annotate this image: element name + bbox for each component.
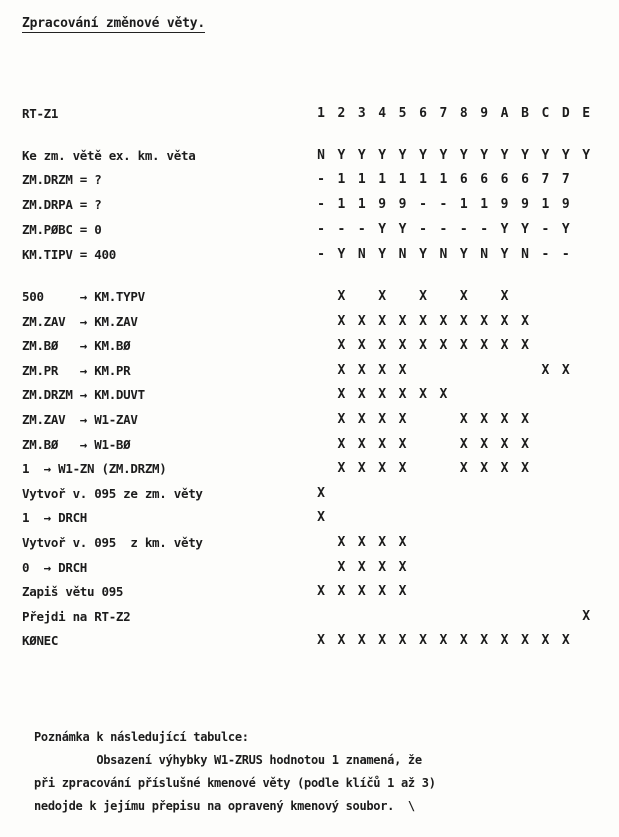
table-cell: X xyxy=(500,412,509,427)
table-cell: X xyxy=(439,338,448,354)
note-heading: Poznámka k následující tabulce: xyxy=(34,730,249,744)
table-cell: X xyxy=(398,412,407,427)
table-cell: X xyxy=(357,461,366,477)
table-cell: X xyxy=(378,412,387,427)
table-cell: X xyxy=(357,313,366,329)
table-cell: Y xyxy=(398,222,407,237)
table-cell: X xyxy=(419,338,427,354)
table-cell: 4 xyxy=(378,106,387,121)
row-label: Ke zm. větě ex. km. věta xyxy=(22,148,196,163)
table-cell: X xyxy=(439,313,448,329)
table-cell: 6 xyxy=(521,172,529,187)
table-cell: - xyxy=(419,222,427,237)
table-cell: X xyxy=(500,289,509,304)
table-cell: N xyxy=(480,247,489,262)
row-label: Vytvoř v. 095 z km. věty xyxy=(22,535,203,550)
action-row xyxy=(0,412,619,432)
table-cell: X xyxy=(521,633,529,649)
row-label: ZM.ZAV → KM.ZAV xyxy=(22,313,138,329)
table-cell: X xyxy=(337,313,346,329)
condition-row xyxy=(0,222,619,242)
action-row xyxy=(0,510,619,530)
table-cell: X xyxy=(480,412,489,427)
table-cell: - xyxy=(419,197,427,212)
table-cell: X xyxy=(521,313,529,329)
note-line: při zpracování příslušné kmenové věty (podle klíčů 1 až 3) xyxy=(34,776,436,790)
row-label: ZM.BØ → KM.BØ xyxy=(22,338,131,354)
table-cell: X xyxy=(480,461,489,477)
table-cell: X xyxy=(398,338,407,354)
table-cell: X xyxy=(337,461,346,477)
table-cell: X xyxy=(541,362,550,378)
table-cell: 8 xyxy=(459,106,468,121)
table-cell: Y xyxy=(398,148,407,163)
table-cell: X xyxy=(459,289,468,304)
row-label: KØNEC xyxy=(22,633,59,649)
row-label: 1 → DRCH xyxy=(22,510,88,526)
table-cell: Y xyxy=(357,148,366,163)
table-cell: N xyxy=(521,247,529,262)
table-cell: 1 xyxy=(419,172,427,187)
table-cell: X xyxy=(337,633,346,649)
action-row xyxy=(0,633,619,653)
action-row xyxy=(0,560,619,580)
table-cell: Y xyxy=(521,148,529,163)
table-cell: X xyxy=(378,313,387,329)
row-label: KM.TIPV = 400 xyxy=(22,247,116,262)
table-cell: Y xyxy=(459,247,468,262)
table-cell: X xyxy=(357,387,366,403)
table-cell: 1 xyxy=(317,106,325,121)
table-cell: X xyxy=(459,461,468,477)
row-label: 1 → W1-ZN (ZM.DRZM) xyxy=(22,461,167,477)
table-cell: Y xyxy=(439,148,448,163)
table-header-row xyxy=(0,106,619,126)
row-label: ZM.PØBC = 0 xyxy=(22,222,102,237)
table-cell: X xyxy=(419,289,427,304)
table-cell: 1 xyxy=(357,172,366,187)
table-cell: X xyxy=(419,387,427,403)
table-cell: 1 xyxy=(459,197,468,212)
row-label: RT-Z1 xyxy=(22,106,59,121)
table-cell: B xyxy=(521,106,529,121)
table-cell: Y xyxy=(337,148,346,163)
table-cell: X xyxy=(521,461,529,477)
table-cell: X xyxy=(521,338,529,354)
table-cell: 9 xyxy=(500,197,509,212)
table-cell: X xyxy=(337,436,346,452)
action-row xyxy=(0,363,619,383)
table-cell: 9 xyxy=(561,197,570,212)
row-label: Přejdi na RT-Z2 xyxy=(22,608,131,624)
table-cell: - xyxy=(439,197,448,212)
table-cell: Y xyxy=(500,148,509,163)
table-cell: X xyxy=(378,436,387,452)
note-block xyxy=(34,726,614,818)
table-cell: 1 xyxy=(439,172,448,187)
table-cell: X xyxy=(439,633,448,649)
table-cell: X xyxy=(500,436,509,452)
table-cell: 6 xyxy=(480,172,489,187)
table-cell: X xyxy=(378,387,387,403)
table-cell: X xyxy=(398,461,407,477)
action-row xyxy=(0,584,619,604)
table-cell: X xyxy=(521,436,529,452)
table-cell: X xyxy=(480,338,489,354)
table-cell: X xyxy=(378,535,387,550)
table-cell: X xyxy=(337,412,346,427)
table-cell: - xyxy=(561,247,570,262)
condition-row xyxy=(0,172,619,192)
condition-row xyxy=(0,197,619,217)
table-cell: 2 xyxy=(337,106,346,121)
table-cell: 1 xyxy=(398,172,407,187)
table-cell: 6 xyxy=(500,172,509,187)
table-cell: 1 xyxy=(337,172,346,187)
table-cell: 7 xyxy=(439,106,448,121)
action-row xyxy=(0,387,619,407)
table-cell: X xyxy=(480,436,489,452)
table-cell: X xyxy=(357,633,366,649)
table-cell: Y xyxy=(500,222,509,237)
table-cell: X xyxy=(582,608,591,624)
table-cell: X xyxy=(378,461,387,477)
row-label: Vytvoř v. 095 ze zm. věty xyxy=(22,485,203,501)
table-cell: X xyxy=(459,436,468,452)
table-cell: X xyxy=(357,535,366,550)
table-cell: 3 xyxy=(357,106,366,121)
table-cell: Y xyxy=(561,148,570,163)
table-cell: N xyxy=(357,247,366,262)
table-cell: X xyxy=(561,362,570,378)
table-cell: X xyxy=(378,584,387,600)
action-row xyxy=(0,314,619,334)
table-cell: X xyxy=(357,362,366,378)
action-row xyxy=(0,338,619,358)
table-cell: - xyxy=(317,172,325,187)
action-row xyxy=(0,535,619,555)
table-cell: X xyxy=(541,633,550,649)
table-cell: X xyxy=(439,387,448,403)
condition-row xyxy=(0,247,619,267)
table-cell: 6 xyxy=(419,106,427,121)
table-cell: X xyxy=(398,387,407,403)
row-label: ZM.BØ → W1-BØ xyxy=(22,436,131,452)
table-cell: X xyxy=(459,633,468,649)
table-cell: X xyxy=(500,633,509,649)
table-cell: X xyxy=(317,510,325,526)
table-cell: X xyxy=(398,559,407,575)
table-cell: X xyxy=(337,535,346,550)
action-row xyxy=(0,289,619,309)
table-cell: Y xyxy=(419,148,427,163)
table-cell: X xyxy=(317,584,325,600)
table-cell: X xyxy=(398,313,407,329)
table-cell: X xyxy=(419,633,427,649)
table-cell: 7 xyxy=(561,172,570,187)
row-label: ZM.PR → KM.PR xyxy=(22,362,131,378)
table-cell: 1 xyxy=(357,197,366,212)
action-row xyxy=(0,437,619,457)
table-cell: X xyxy=(500,313,509,329)
table-cell: Y xyxy=(378,222,387,237)
table-cell: X xyxy=(317,485,325,501)
table-cell: X xyxy=(398,535,407,550)
action-row xyxy=(0,486,619,506)
table-cell: - xyxy=(317,222,325,237)
row-label: 0 → DRCH xyxy=(22,559,88,575)
table-cell: X xyxy=(357,412,366,427)
condition-row xyxy=(0,148,619,168)
table-cell: X xyxy=(459,313,468,329)
note-line: Obsazení výhybky W1-ZRUS hodnotou 1 znamená, že xyxy=(34,753,422,767)
table-cell: Y xyxy=(378,247,387,262)
table-cell: X xyxy=(357,338,366,354)
table-cell: X xyxy=(357,559,366,575)
action-row xyxy=(0,609,619,629)
table-cell: X xyxy=(500,338,509,354)
table-cell: X xyxy=(337,584,346,600)
table-cell: Y xyxy=(541,148,550,163)
table-cell: X xyxy=(398,362,407,378)
row-label: ZM.DRZM = ? xyxy=(22,172,102,187)
page-title: Zpracování změnové věty. xyxy=(22,16,206,31)
table-cell: X xyxy=(337,559,346,575)
table-cell: X xyxy=(378,362,387,378)
table-cell: - xyxy=(317,247,325,262)
table-cell: 9 xyxy=(480,106,489,121)
table-cell: X xyxy=(378,289,387,304)
table-cell: Y xyxy=(419,247,427,262)
table-cell: 1 xyxy=(480,197,489,212)
table-cell: Y xyxy=(459,148,468,163)
note-line: nedojde k jejímu přepisu na opravený kmenový soubor. \ xyxy=(34,799,415,813)
table-cell: X xyxy=(337,362,346,378)
table-cell: X xyxy=(337,289,346,304)
table-cell: - xyxy=(439,222,448,237)
row-label: Zapiš větu 095 xyxy=(22,584,124,600)
table-cell: X xyxy=(480,313,489,329)
table-cell: X xyxy=(378,338,387,354)
table-cell: Y xyxy=(378,148,387,163)
table-cell: - xyxy=(317,197,325,212)
table-cell: X xyxy=(561,633,570,649)
table-cell: X xyxy=(500,461,509,477)
table-cell: Y xyxy=(480,148,489,163)
table-cell: Y xyxy=(582,148,591,163)
table-cell: X xyxy=(317,633,325,649)
table-cell: X xyxy=(378,559,387,575)
table-cell: 1 xyxy=(378,172,387,187)
table-cell: N xyxy=(439,247,448,262)
table-cell: 1 xyxy=(337,197,346,212)
table-cell: - xyxy=(357,222,366,237)
table-cell: X xyxy=(337,338,346,354)
table-cell: Y xyxy=(500,247,509,262)
row-label: 500 → KM.TYPV xyxy=(22,289,145,304)
table-cell: D xyxy=(561,106,570,121)
table-cell: 9 xyxy=(398,197,407,212)
table-cell: - xyxy=(480,222,489,237)
table-cell: 7 xyxy=(541,172,550,187)
table-cell: X xyxy=(459,338,468,354)
row-label: ZM.ZAV → W1-ZAV xyxy=(22,412,138,427)
table-cell: Y xyxy=(561,222,570,237)
table-cell: - xyxy=(541,247,550,262)
table-cell: X xyxy=(419,313,427,329)
table-cell: 9 xyxy=(378,197,387,212)
table-cell: 9 xyxy=(521,197,529,212)
table-cell: - xyxy=(541,222,550,237)
table-cell: X xyxy=(398,633,407,649)
table-cell: C xyxy=(541,106,550,121)
row-label: ZM.DRPA = ? xyxy=(22,197,102,212)
table-cell: A xyxy=(500,106,509,121)
table-cell: X xyxy=(459,412,468,427)
table-cell: X xyxy=(521,412,529,427)
table-cell: X xyxy=(398,436,407,452)
table-cell: E xyxy=(582,106,591,121)
table-cell: X xyxy=(357,584,366,600)
table-cell: N xyxy=(398,247,407,262)
table-cell: X xyxy=(398,584,407,600)
table-cell: X xyxy=(357,436,366,452)
row-label: ZM.DRZM → KM.DUVT xyxy=(22,387,145,403)
table-cell: - xyxy=(459,222,468,237)
table-cell: 5 xyxy=(398,106,407,121)
table-cell: 6 xyxy=(459,172,468,187)
table-cell: Y xyxy=(521,222,529,237)
table-cell: Y xyxy=(337,247,346,262)
action-row xyxy=(0,461,619,481)
table-cell: X xyxy=(337,387,346,403)
table-cell: X xyxy=(378,633,387,649)
table-cell: - xyxy=(337,222,346,237)
table-cell: 1 xyxy=(541,197,550,212)
table-cell: X xyxy=(480,633,489,649)
table-cell: N xyxy=(317,148,325,163)
